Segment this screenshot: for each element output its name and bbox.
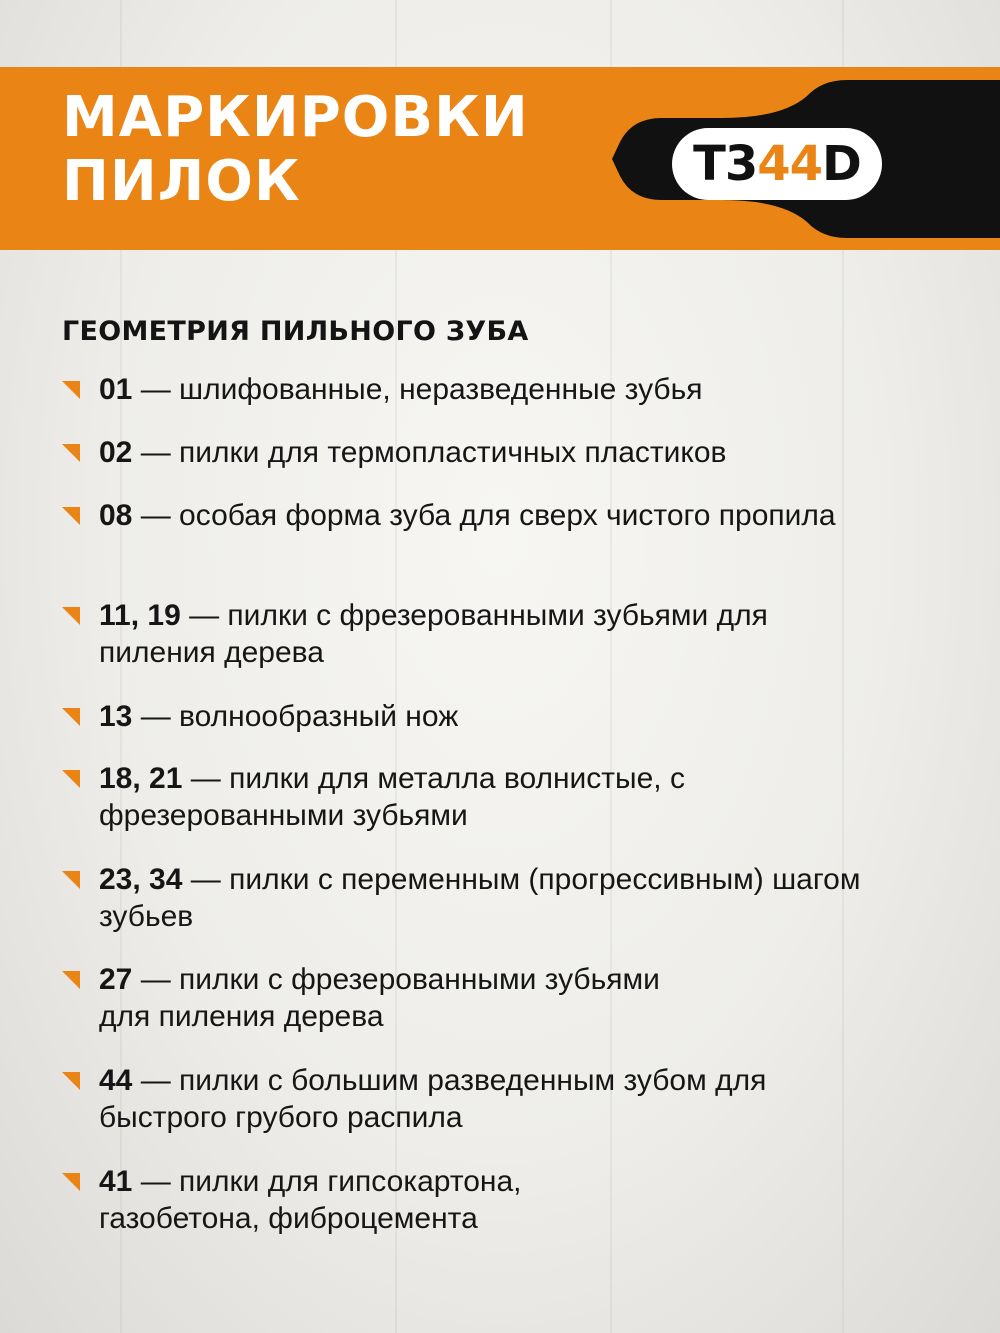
item-code: 13: [99, 700, 133, 733]
item-text: [99, 961, 699, 1035]
orange-triangle-icon: [62, 507, 80, 525]
item-description: — пилки с переменным (прогрессивным) шагом зубьев: [99, 863, 861, 933]
page-title-line1: МАРКИРОВКИ: [62, 85, 529, 150]
orange-triangle-icon: [62, 871, 80, 889]
item-text: [99, 1163, 659, 1237]
orange-triangle-icon: [62, 381, 80, 399]
item-description: — пилки для металла волнистые, с фрезерованными зубьями: [99, 762, 685, 832]
item-code: 44: [99, 1064, 133, 1097]
orange-triangle-icon: [62, 1173, 80, 1191]
item-description: — особая форма зуба для сверх чистого пропила: [132, 499, 836, 532]
item-description: — пилки для термопластичных пластиков: [132, 436, 727, 469]
orange-triangle-icon: [62, 607, 80, 625]
item-description: — пилки для гипсокартона, газобетона, фиброцемента: [99, 1165, 522, 1235]
item-text: [99, 1062, 899, 1136]
item-text: [99, 371, 959, 408]
badge-prefix: T3: [693, 136, 758, 192]
item-code: 18, 21: [99, 762, 183, 795]
item-code: 23, 34: [99, 863, 183, 896]
item-description: — волнообразный нож: [132, 700, 459, 733]
item-description: — пилки с большим разведенным зубом для быстрого грубого распила: [99, 1064, 767, 1134]
item-text: [99, 597, 859, 671]
item-text: [99, 698, 959, 735]
item-code: 11, 19: [99, 599, 181, 632]
item-text: [99, 861, 959, 935]
badge-number: 44: [757, 136, 823, 192]
item-description: — шлифованные, неразведенные зубья: [132, 373, 703, 406]
orange-triangle-icon: [62, 770, 80, 788]
item-code: 01: [99, 373, 133, 406]
section-heading: ГЕОМЕТРИЯ ПИЛЬНОГО ЗУБА: [62, 316, 529, 347]
item-code: 08: [99, 499, 133, 532]
orange-triangle-icon: [62, 971, 80, 989]
item-code: 41: [99, 1165, 133, 1198]
orange-triangle-icon: [62, 708, 80, 726]
item-description: — пилки с фрезерованными зубьями для пиления дерева: [99, 599, 768, 669]
page-title-line2: ПИЛОК: [62, 149, 301, 214]
item-code: 27: [99, 963, 133, 996]
orange-triangle-icon: [62, 444, 80, 462]
item-code: 02: [99, 436, 133, 469]
badge-suffix: D: [822, 136, 861, 192]
item-description: — пилки с фрезерованными зубьями для пиления дерева: [99, 963, 660, 1033]
item-text: [99, 760, 799, 834]
orange-triangle-icon: [62, 1072, 80, 1090]
item-text: [99, 497, 879, 534]
item-text: [99, 434, 959, 471]
